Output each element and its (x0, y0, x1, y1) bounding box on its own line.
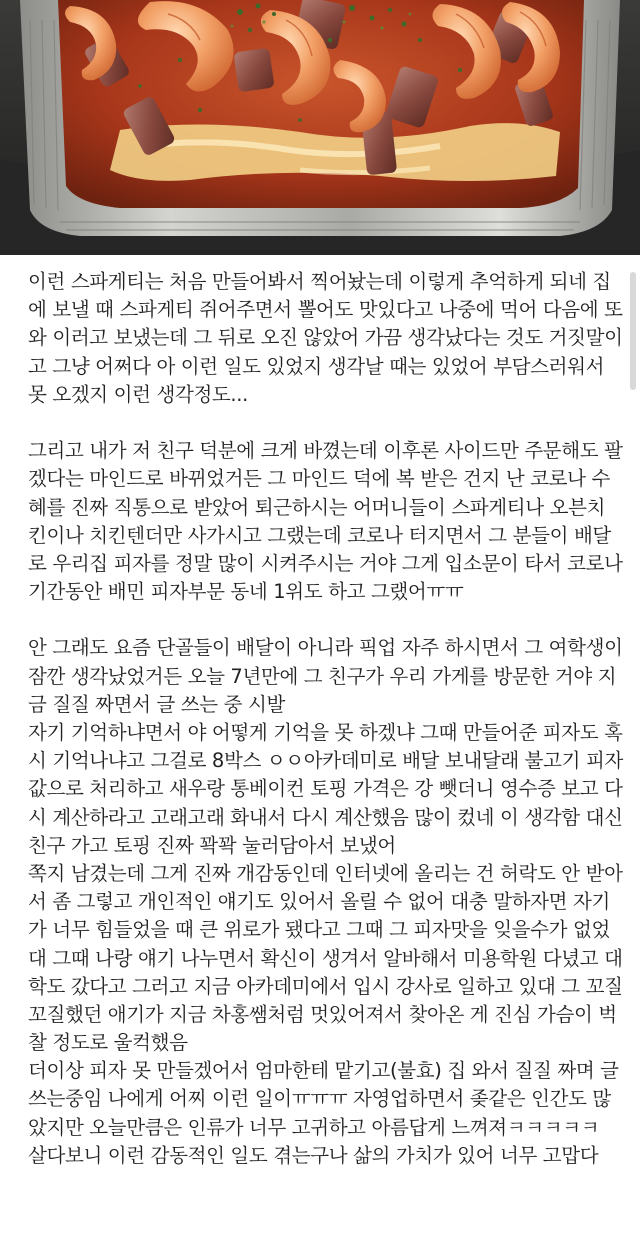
article-line: 대 그때 나랑 얘기 나누면서 확신이 생겨서 알바해서 미용학원 다녔고 대 (28, 946, 623, 970)
article-line: 혜를 진짜 직통으로 받았어 퇴근하시는 어머니들이 스파게티나 오븐치 (28, 495, 606, 519)
article-line: 시 기억나냐고 그걸로 8박스 ㅇㅇ아카데미로 배달 보내달래 불고기 피자 (28, 749, 623, 773)
article-line: 안 그래도 요즘 단골들이 배달이 아니라 픽업 자주 하시면서 그 여학생이 (28, 636, 623, 660)
food-photo-graphic (0, 0, 640, 255)
article-line: 값으로 처리하고 새우랑 통베이컨 토핑 가격은 강 뺏더니 영수증 보고 다 (28, 777, 623, 801)
article-line: 기간동안 배민 피자부문 동네 1위도 하고 그랬어ㅠㅠ (28, 580, 464, 604)
paragraph-gap (28, 409, 620, 437)
article-line: 금 질질 짜면서 글 쓰는 중 시발 (28, 692, 285, 716)
article-line: 못 오겠지 이런 생각정도... (28, 382, 248, 406)
article-line: 킨이나 치킨텐더만 사가시고 그랬는데 코로나 터지면서 그 분들이 배달 (28, 523, 611, 547)
article-line: 쪽지 남겼는데 그게 진짜 개감동인데 인터넷에 올리는 건 허락도 안 받아 (28, 861, 623, 885)
article-line: 시 계산하라고 고래고래 화내서 다시 계산했음 많이 컸네 이 생각함 대신 (28, 805, 623, 829)
article-line: 겠다는 마인드로 바뀌었거든 그 마인드 덕에 복 받은 건지 난 코로나 수 (28, 467, 610, 491)
article-line: 쓰는중임 나에게 어찌 이런 일이ㅠㅠㅠ 자영업하면서 좆같은 인간도 많 (28, 1087, 611, 1111)
article-body (28, 268, 623, 1170)
article-line: 로 우리집 피자를 정말 많이 시켜주시는 거야 그게 입소문이 타서 코로나 (28, 551, 623, 575)
article-line: 잠깐 생각났었거든 오늘 7년만에 그 친구가 우리 가게를 방문한 거야 지 (28, 664, 617, 688)
article-line: 와 이러고 보냈는데 그 뒤로 오진 않았어 가끔 생각났다는 것도 거짓말이 (28, 326, 623, 350)
scrollbar-thumb[interactable] (630, 272, 636, 390)
article-line: 자기 기억하냐면서 야 어떻게 기억을 못 하겠냐 그때 만들어준 피자도 혹 (28, 721, 623, 744)
article-line: 그리고 내가 저 친구 덕분에 크게 바꼈는데 이후론 사이드만 주문해도 팔 (28, 439, 623, 463)
article-line: 살다보니 이런 감동적인 일도 겪는구나 삶의 가치가 있어 너무 고맙다 (28, 1143, 599, 1167)
article-line: 고 그냥 어쩌다 아 이런 일도 있었지 생각날 때는 있었어 부담스러워서 (28, 354, 605, 378)
article-line: 에 보낼 때 스파게티 쥐어주면서 뽈어도 맛있다고 나중에 먹어 다음에 또 (28, 298, 623, 322)
article-line: 친구 가고 토핑 진짜 꽉꽉 눌러담아서 보냈어 (28, 833, 396, 857)
article-line: 꼬질했던 애기가 지금 차홍쌤처럼 멋있어져서 찾아온 게 진심 가슴이 벅 (28, 1002, 617, 1026)
article-line: 서 좀 그렇고 개인적인 얘기도 있어서 올릴 수 없어 대충 말하자면 자기 (28, 890, 610, 914)
article-line: 이런 스파게티는 처음 만들어봐서 찍어놨는데 이렇게 추억하게 되네 집 (28, 270, 611, 293)
article-line: 가 너무 힘들었을 때 큰 위로가 됐다고 그때 그 피자맛을 잊을수가 없었 (28, 918, 610, 942)
food-photo (0, 0, 640, 255)
paragraph-gap (28, 606, 620, 634)
article-line: 찰 정도로 울컥했음 (28, 1031, 188, 1055)
article-line: 학도 갔다고 그러고 지금 아카데미에서 입시 강사로 일하고 있대 그 꼬질 (28, 974, 623, 998)
article-line: 더이상 피자 못 만들겠어서 엄마한테 맡기고(불효) 집 와서 질질 짜며 글 (28, 1059, 619, 1083)
article-line: 았지만 오늘만큼은 인류가 너무 고귀하고 아름답게 느껴져ㅋㅋㅋㅋㅋ (28, 1115, 600, 1139)
